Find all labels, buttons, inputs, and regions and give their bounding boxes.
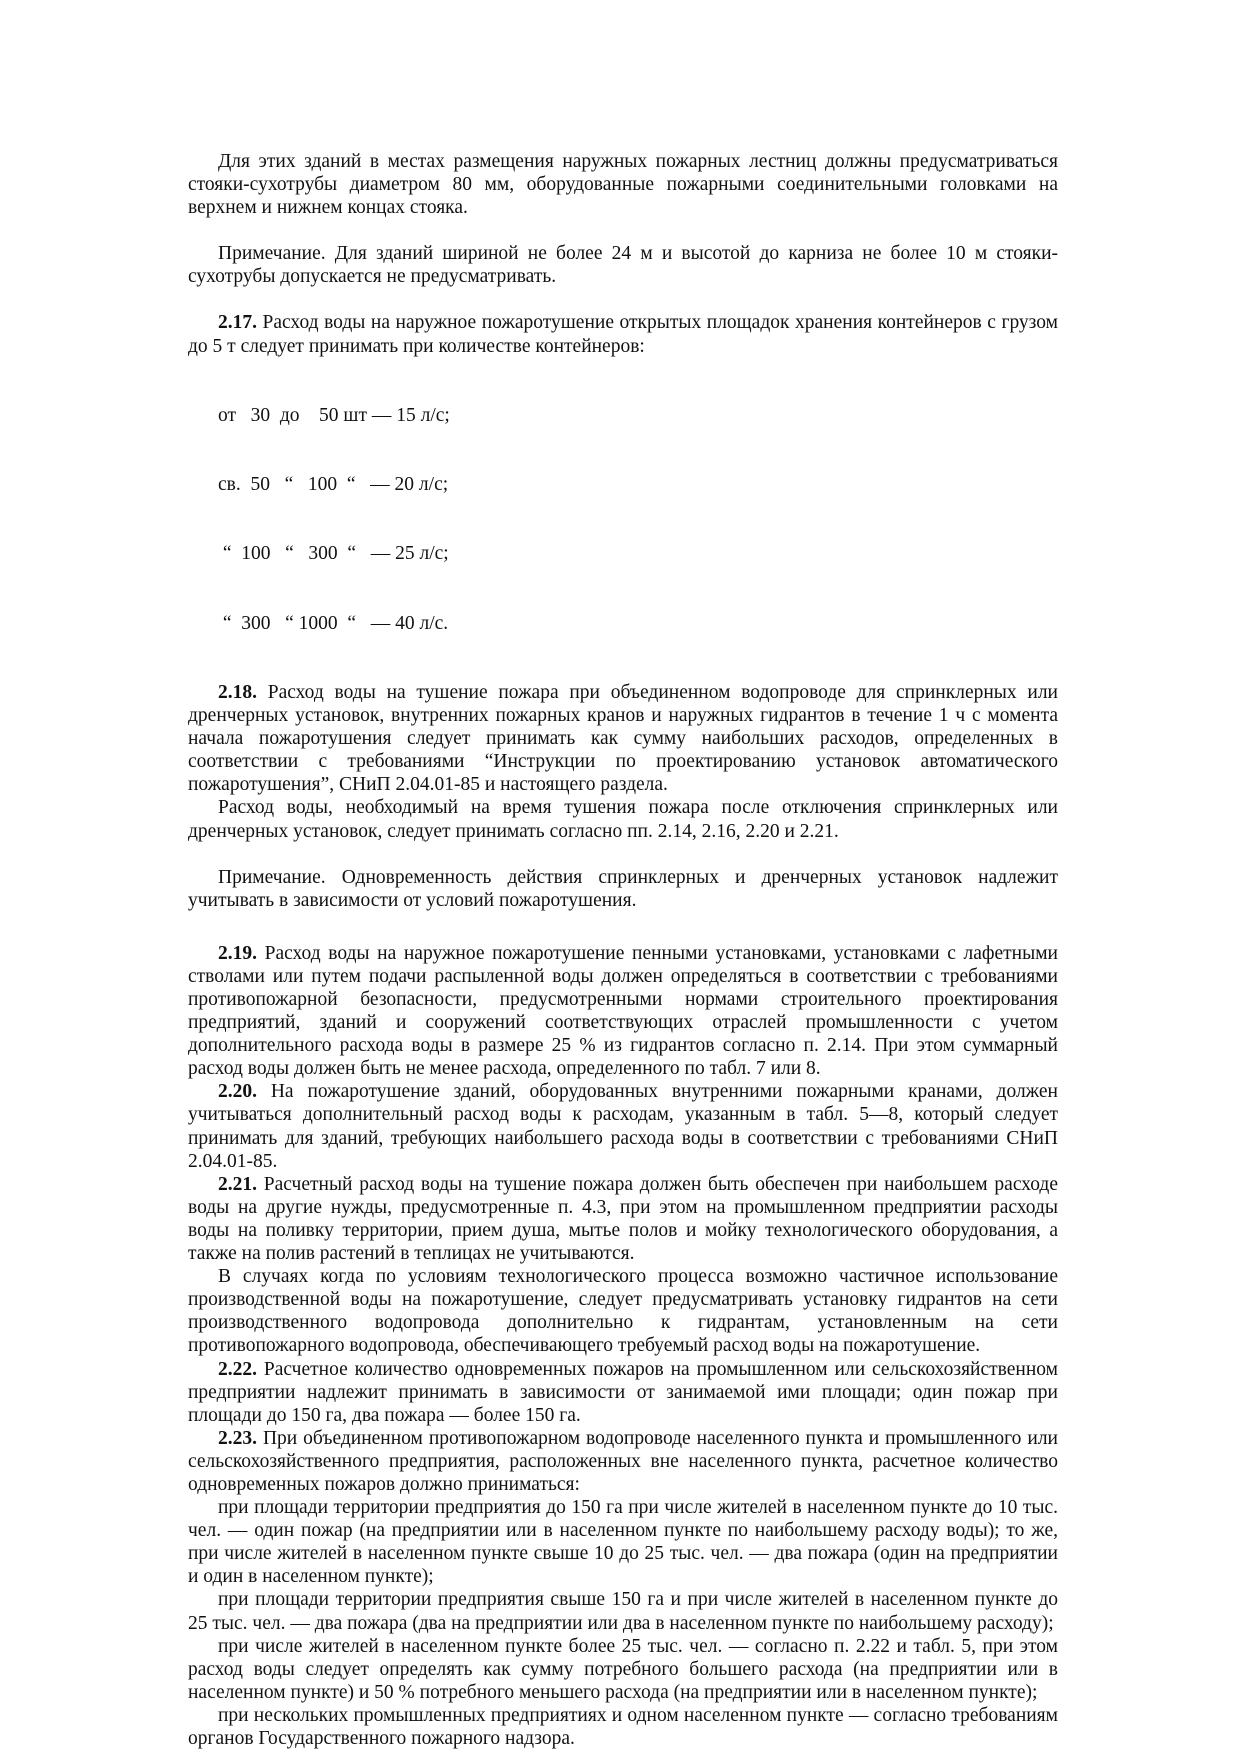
list-item: от 30 до 50 шт — 15 л/с;	[218, 404, 450, 426]
paragraph: при площади территории предприятия свыше 150 га и при числе жителей в населенном пункте до 25 тыс. чел. — два пожара (два на предприятии или два в населенном пункте по наибольшему расходу);	[188, 1589, 1058, 1634]
list-item: “ 300 “ 1000 “ — 40 л/с.	[218, 612, 449, 634]
section-number: 2.23.	[218, 1427, 257, 1449]
paragraph: при числе жителей в населенном пункте более 25 тыс. чел. — согласно п. 2.22 и табл. 5, при этом расход воды следует определять как сумму потребного большего расхода (на предприятии или в населенном пункте) и 50 % потребного меньшего расхода (на предприятии или в населенном пункте);	[188, 1635, 1058, 1703]
list-item: “ 100 “ 300 “ — 25 л/с;	[218, 543, 449, 565]
section-number: 2.21.	[218, 1173, 257, 1195]
list-item: св. 50 “ 100 “ — 20 л/с;	[218, 474, 449, 496]
section-2-21	[188, 1173, 1058, 1265]
section-number: 2.22.	[218, 1358, 257, 1380]
section-text: При объединенном противопожарном водопроводе населенного пункта и промышленного или сельскохозяйственного предприятия, расположенных вне населенного пункта, расчетное количество одновременных пожаров должно приниматься:	[188, 1427, 1058, 1495]
section-text: Расход воды на наружное пожаротушение пенными установками, установками с лафетными стволами или путем подачи распыленной воды должен определяться в соответствии с требованиями противопожарной безопасности, предусмотренными нормами строительного проектирования предприятий, зданий и сооружений соответствующих отраслей промышленности с учетом дополнительного расхода воды в размере 25 % из гидрантов согласно п. 2.14. При этом суммарный расход воды должен быть не менее расхода, определенного по табл. 7 или 8.	[188, 942, 1058, 1080]
section-number: 2.20.	[218, 1081, 257, 1103]
section-text: Расчетный расход воды на тушение пожара должен быть обеспечен при наибольшем расходе воды на другие нужды, предусмотренные п. 4.3, при этом на промышленном предприятии расходы воды на поливку территории, прием душа, мытье полов и мойку технологического оборудования, а также на полив растений в теплицах не учитываются.	[188, 1173, 1058, 1265]
section-text: На пожаротушение зданий, оборудованных внутренними пожарными кранами, должен учитываться дополнительный расход воды к расходам, указанным в табл. 5—8, который следует принимать для зданий, требующих наибольшего расхода воды в соответствии с требованиями СНиП 2.04.01-85.	[188, 1081, 1058, 1172]
section-2-22	[188, 1358, 1058, 1427]
section-2-18	[188, 681, 1058, 796]
paragraph: при нескольких промышленных предприятиях и одном населенном пункте — согласно требованиям органов Государственного пожарного надзора.	[188, 1704, 1058, 1749]
container-flow-list	[188, 358, 1058, 681]
section-2-20	[188, 1080, 1058, 1172]
section-text: Расход воды на тушение пожара при объединенном водопроводе для спринклерных или дренчерных установок, внутренних пожарных кранов и наружных гидрантов в течение 1 ч с момента начала пожаротушения следует принимать как сумму наибольших расходов, определенных в соответствии с требованиями “Инструкции по проектированию установок автоматического пожаротушения”, СНиП 2.04.01-85 и настоящего раздела.	[188, 681, 1058, 796]
section-2-23	[188, 1427, 1058, 1496]
section-number: 2.19.	[218, 942, 257, 964]
section-text: Расход воды на наружное пожаротушение открытых площадок хранения контейнеров с грузом до 5 т следует принимать при количестве контейнеров:	[188, 312, 1058, 357]
section-number: 2.18.	[218, 681, 257, 703]
paragraph: Расход воды, необходимый на время тушения пожара после отключения спринклерных или дренчерных установок, следует принимать согласно пп. 2.14, 2.16, 2.20 и 2.21.	[188, 797, 1058, 842]
section-2-19	[188, 942, 1058, 1081]
section-2-17	[188, 311, 1058, 357]
paragraph-standpipes: Для этих зданий в местах размещения наружных пожарных лестниц должны предусматриваться стояки-сухотрубы диаметром 80 мм, оборудованные пожарными соединительными головками на верхнем и нижнем концах стояка.	[188, 151, 1058, 219]
paragraph: при площади территории предприятия до 150 га при числе жителей в населенном пункте до 10 тыс. чел. — один пожар (на предприятии или в населенном пункте по наибольшему расходу воды); то же, при числе жителей в населенном пункте свыше 10 до 25 тыс. чел. — два пожара (один на предприятии и один в населенном пункте);	[188, 1497, 1058, 1588]
paragraph: В случаях когда по условиям технологического процесса возможно частичное использование производственной воды на пожаротушение, следует предусматривать установку гидрантов на сети производственного водопровода дополнительно к гидрантам, установленным на сети противопожарного водопровода, обеспечивающего требуемый расход воды на пожаротушение.	[188, 1266, 1058, 1357]
note-sprinkler: Примечание. Одновременность действия спринклерных и дренчерных установок надлежит учитывать в зависимости от условий пожаротушения.	[188, 866, 1058, 911]
note-standpipes: Примечание. Для зданий шириной не более 24 м и высотой до карниза не более 10 м стояки-сухотрубы допускается не предусматривать.	[188, 243, 1058, 288]
section-number: 2.17.	[218, 312, 257, 334]
section-text: Расчетное количество одновременных пожаров на промышленном или сельскохозяйственном предприятии надлежит принимать в зависимости от занимаемой ими площади; один пожар при площади до 150 га, два пожара — более 150 га.	[188, 1358, 1058, 1426]
